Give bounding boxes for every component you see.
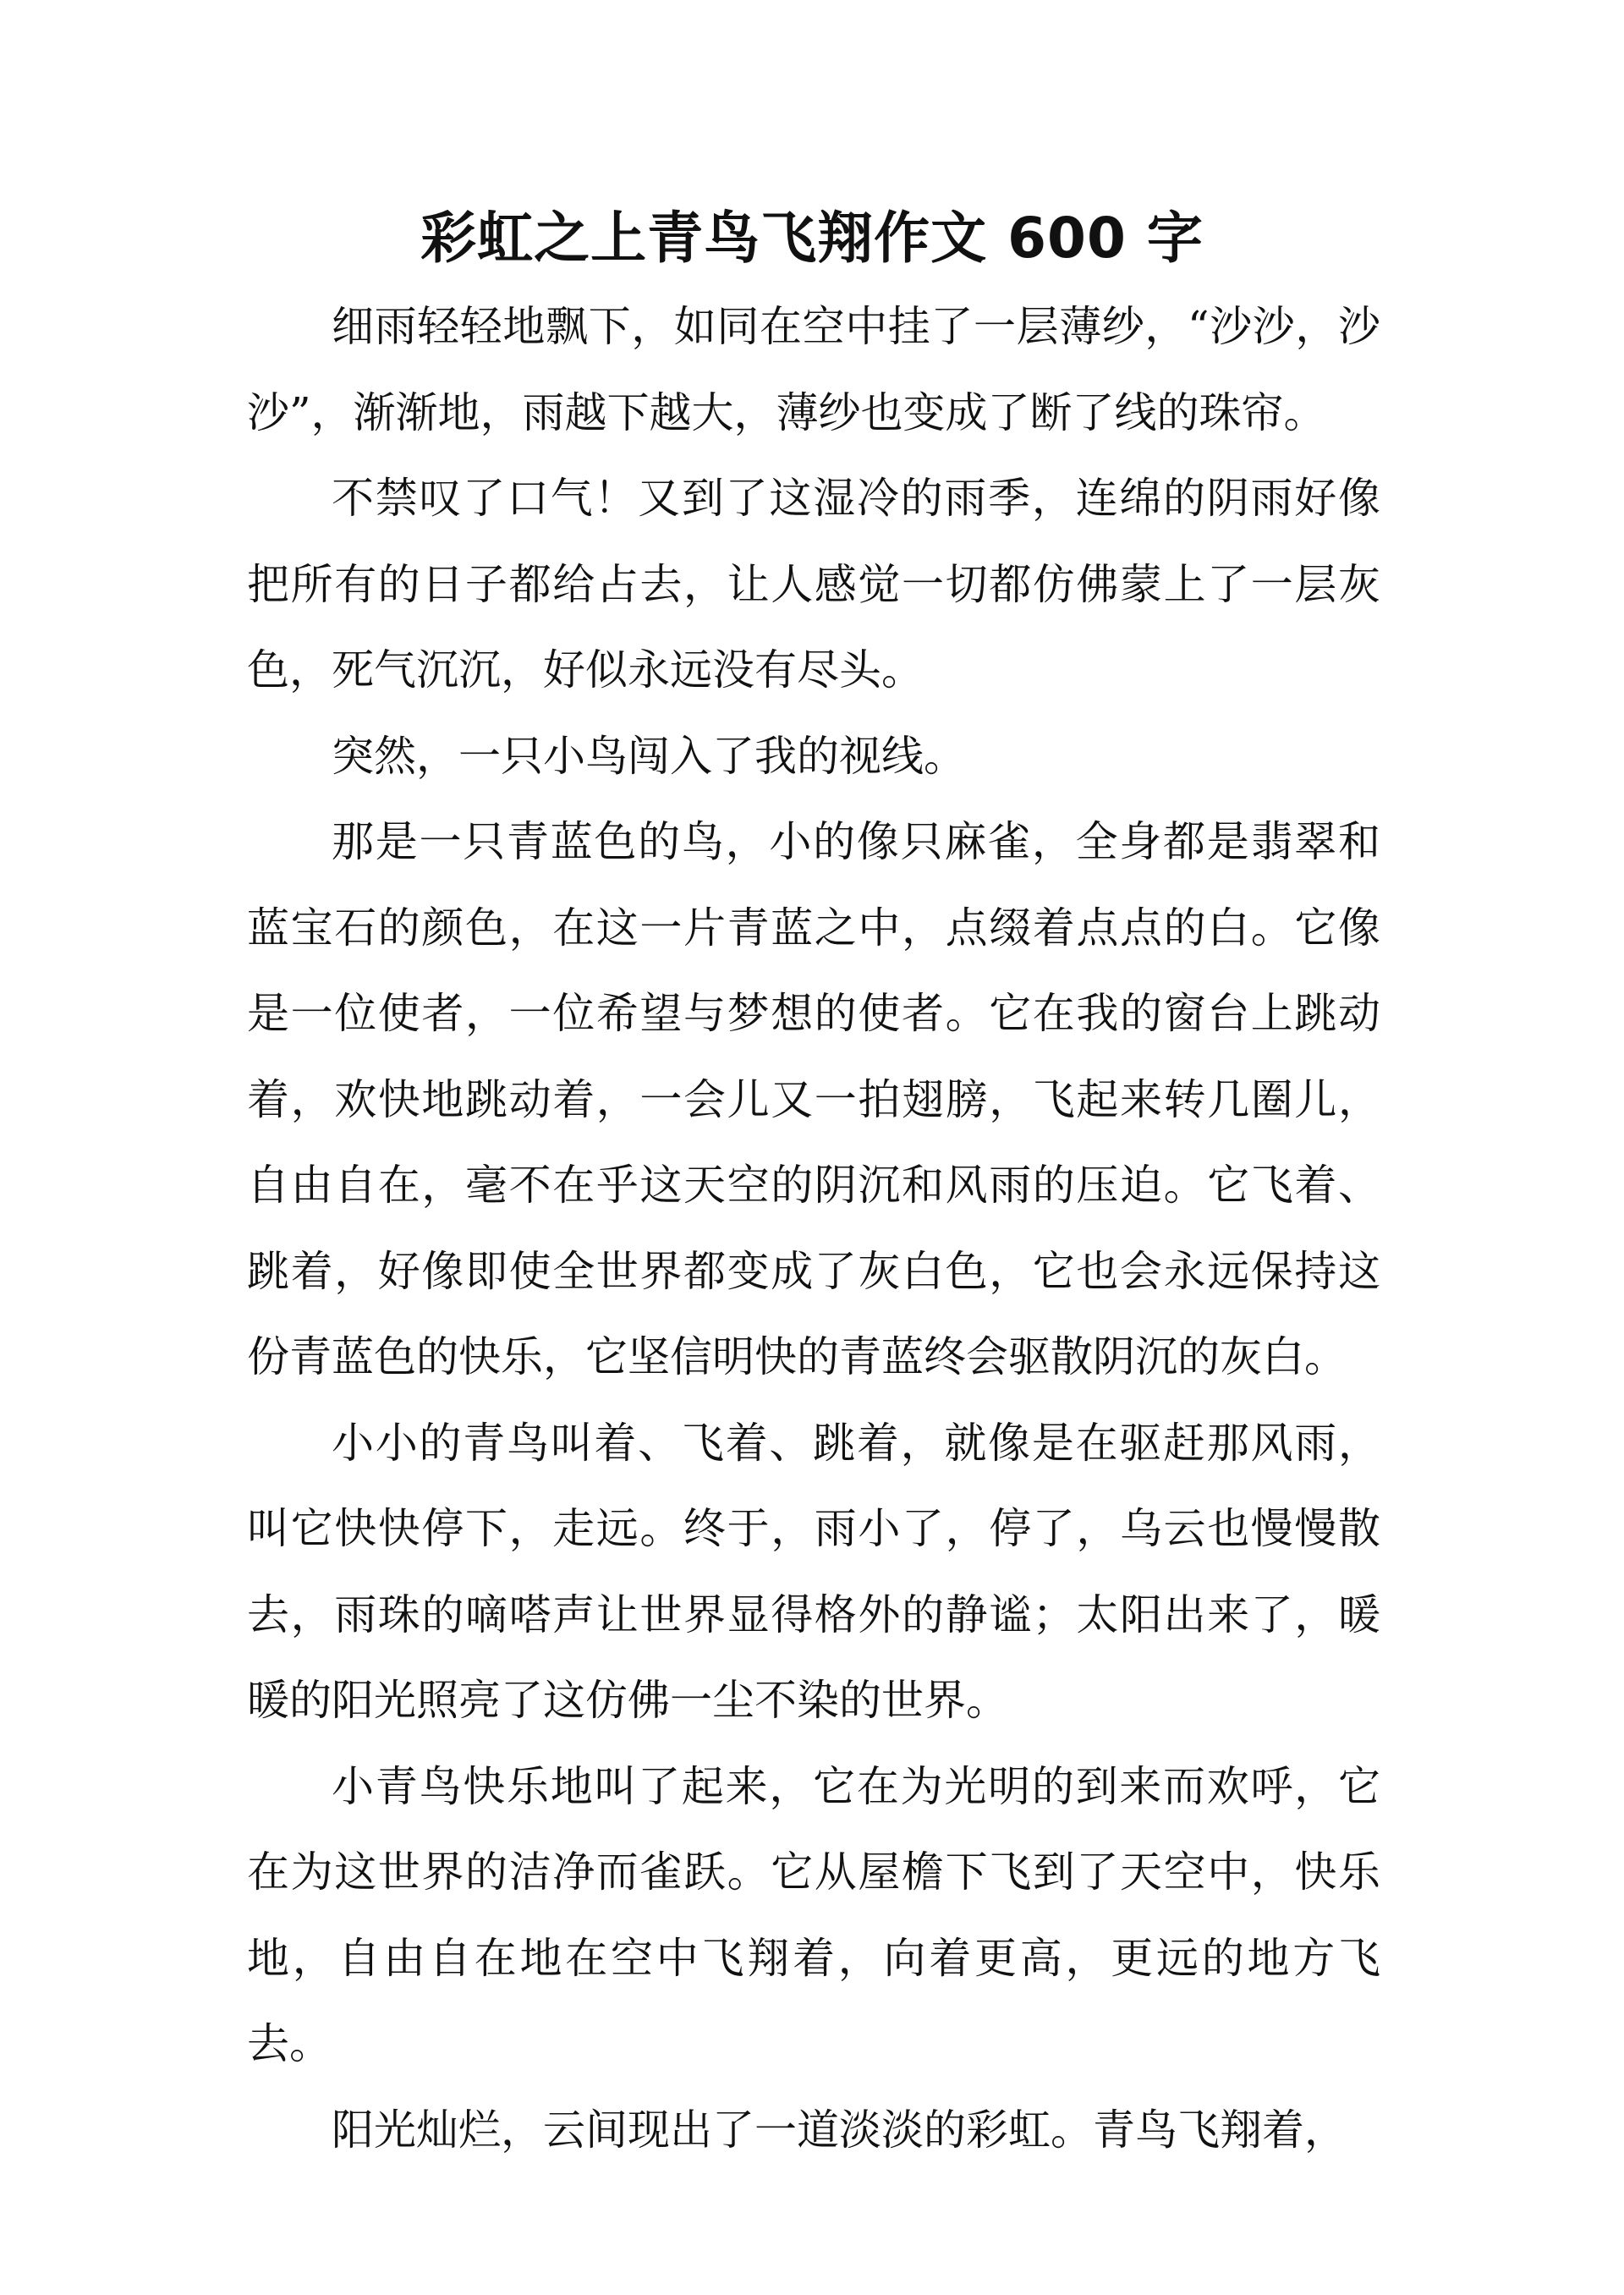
paragraph: 细雨轻轻地飘下，如同在空中挂了一层薄纱，“沙沙，沙沙”，渐渐地，雨越下越大，薄纱也变成了断了线的珠帘。	[247, 302, 1380, 437]
paragraph: 阳光灿烂，云间现出了一道淡淡的彩虹。青鸟飞翔着，	[332, 2105, 1347, 2155]
document-title: 彩虹之上青鸟飞翔作文 600 字	[420, 206, 1204, 271]
paragraph: 小青鸟快乐地叫了起来，它在为光明的到来而欢呼，它在为这世界的洁净而雀跃。它从屋檐下飞到了天空中，快乐地，自由自在地在空中飞翔着，向着更高，更远的地方飞去。	[247, 1761, 1380, 2068]
paragraph: 那是一只青蓝色的鸟，小的像只麻雀，全身都是翡翠和蓝宝石的颜色，在这一片青蓝之中，点缀着点点的白。它像是一位使者，一位希望与梦想的使者。它在我的窗台上跳动着，欢快地跳动着，一会儿又一拍翅膀，飞起来转几圈儿，自由自在，毫不在乎这天空的阴沉和风雨的压迫。它飞着、跳着，好像即使全世界都变成了灰白色，它也会永远保持这份青蓝色的快乐，它坚信明快的青蓝终会驱散阴沉的灰白。	[247, 817, 1380, 1381]
paragraph: 小小的青鸟叫着、飞着、跳着，就像是在驱赶那风雨，叫它快快停下，走远。终于，雨小了，停了，乌云也慢慢散去，雨珠的嘀嗒声让世界显得格外的静谧；太阳出来了，暖暖的阳光照亮了这仿佛一尘不染的世界。	[247, 1418, 1380, 1725]
paragraph: 不禁叹了口气！又到了这湿冷的雨季，连绵的阴雨好像把所有的日子都给占去，让人感觉一切都仿佛蒙上了一层灰色，死气沉沉，好似永远没有尽头。	[247, 474, 1380, 695]
document-body	[247, 284, 1380, 2173]
paragraph: 突然，一只小鸟闯入了我的视线。	[332, 731, 966, 781]
